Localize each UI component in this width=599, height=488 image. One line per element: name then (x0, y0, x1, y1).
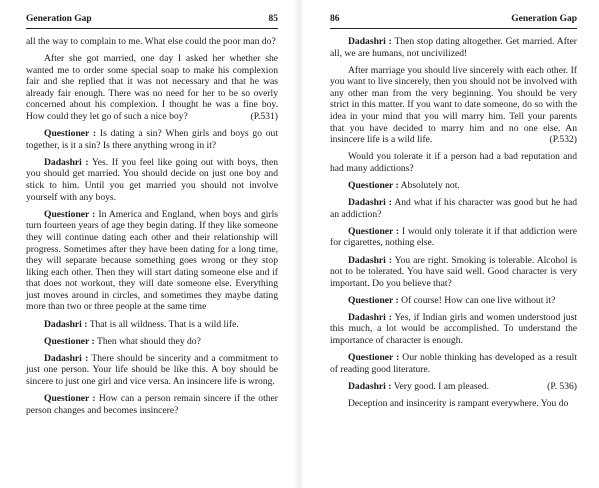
paragraph-text: Very good. I am pleased. (393, 380, 490, 392)
left-page-number: 85 (268, 14, 278, 24)
paragraph (330, 312, 577, 347)
paragraph-text: Yes, if Indian girls and women understood just this much, a lot would be accomplished. To understand the importance of character is enough. (330, 311, 577, 347)
left-running-head (26, 14, 278, 29)
paragraph-text: And what if his character was good but he had an addiction? (330, 197, 578, 220)
left-running-title: Generation Gap (26, 14, 92, 24)
paragraph (26, 36, 278, 48)
page-reference: (P. 536) (547, 380, 577, 392)
paragraph-text: You are right. Smoking is tolerable. Alcohol is not to be tolerated. You have said well. Good character is very important. Do you believe that? (330, 254, 577, 289)
page-reference: (P.532) (549, 134, 577, 146)
paragraph (26, 157, 278, 203)
speaker-label: Questioner : (44, 335, 95, 347)
paragraph (330, 255, 577, 290)
paragraph (330, 295, 577, 307)
speaker-label: Questioner : (44, 208, 96, 220)
paragraph (330, 151, 577, 174)
paragraph-text: That is all wildness. That is a wild life. (89, 318, 239, 330)
paragraph (26, 53, 278, 123)
paragraph (330, 352, 577, 375)
right-page-number: 86 (330, 14, 340, 24)
paragraph-text: There should be sincerity and a commitment to just one person. Your life should be like this. A boy should be sincere to just one girl and vice versa. An insincere life is wrong. (26, 352, 279, 387)
paragraph (26, 393, 278, 416)
speaker-label: Dadashri : (348, 254, 393, 266)
speaker-label: Dadashri : (44, 318, 88, 330)
speaker-label: Questioner : (348, 352, 400, 364)
left-body-text (26, 36, 278, 416)
paragraph (26, 209, 278, 313)
paragraph-text: After marriage you should live sincerely with each other. If you want to live sincerely, then you should not be involved with any other man from the very beginning. You should be very strict in this matter. If you want to date someone, do so with the idea in your mind that you will marry him. Tell your parents that you have decided to marry him and no one else. An insincere life is a wild life. (330, 64, 577, 146)
speaker-label: Questioner : (348, 225, 400, 237)
speaker-label: Dadashri : (348, 36, 392, 47)
speaker-label: Questioner : (44, 393, 96, 405)
speaker-label: Questioner : (348, 180, 399, 192)
paragraph-text: Then stop dating altogether. Get married. After all, we are humans, not uncivilized! (330, 36, 578, 59)
paragraph (330, 226, 577, 249)
paragraph-text: Our noble thinking has developed as a result of reading good literature. (330, 352, 578, 375)
paragraph (330, 398, 577, 410)
paragraph (26, 336, 278, 348)
speaker-label: Questioner : (44, 128, 97, 140)
paragraph-text: Of course! How can one live without it? (401, 294, 556, 306)
paragraph (26, 319, 278, 331)
paragraph-text: How can a person remain sincere if the other person changes and becomes insincere? (26, 393, 278, 416)
paragraph (330, 381, 577, 393)
right-body-text (330, 36, 577, 410)
paragraph-text: Then what should they do? (96, 335, 201, 347)
book-gutter (294, 0, 304, 488)
paragraph (330, 65, 577, 146)
right-running-title: Generation Gap (511, 14, 577, 24)
paragraph-text: Would you tolerate it if a person had a bad reputation and had many addictions? (330, 151, 577, 174)
paragraph-text: In America and England, when boys and girls turn fourteen years of age they begin dating. If they like someone they will continue dating each other and their relationship will progress. Sometimes after they have been dating for a long time, they will separate because something goes wrong or they stop liking each other. Then they will start dating someone else and if that does not workout, they will date someone else. Everything just moves around in circles, and sometimes they maybe dating more than two or three people at the same time (26, 208, 279, 313)
right-page (306, 0, 599, 488)
paragraph-text: After she got married, one day I asked her whether she wanted me to order some special soap to make his complexion fair and she replied that it was not necessary and that he was already fair enough. There was no need for her to be so overly concerned about his complexion. I thought he was a fine boy. How could they let go of such a nice boy? (26, 53, 278, 123)
paragraph-text: Yes. If you feel like going out with boys, then you should get married. You should decide on just one boy and stick to him. Until you get married you should not involve yourself with any boys. (26, 156, 278, 203)
paragraph-text: Absolutely not. (400, 180, 460, 192)
paragraph-text: I would only tolerate it if that addiction were for cigarettes, nothing else. (330, 225, 578, 249)
speaker-label: Dadashri : (348, 311, 392, 323)
paragraph-text: all the way to complain to me. What else could the poor man do? (26, 36, 276, 47)
speaker-label: Questioner : (348, 294, 399, 306)
speaker-label: Dadashri : (348, 380, 392, 392)
paragraph (330, 180, 577, 192)
left-page (0, 0, 292, 488)
paragraph (330, 197, 577, 220)
paragraph (330, 36, 577, 59)
paragraph (26, 353, 278, 388)
paragraph-text: Deception and insincerity is rampant everywhere. You do (348, 397, 569, 409)
paragraph (26, 128, 278, 151)
page-reference: (P.531) (250, 111, 278, 123)
speaker-label: Dadashri : (348, 197, 392, 209)
right-running-head (330, 14, 577, 29)
speaker-label: Dadashri : (44, 156, 89, 168)
speaker-label: Dadashri : (44, 352, 89, 364)
paragraph-text: Is dating a sin? When girls and boys go out together, is it a sin? Is there anything wrong in it? (26, 128, 279, 151)
